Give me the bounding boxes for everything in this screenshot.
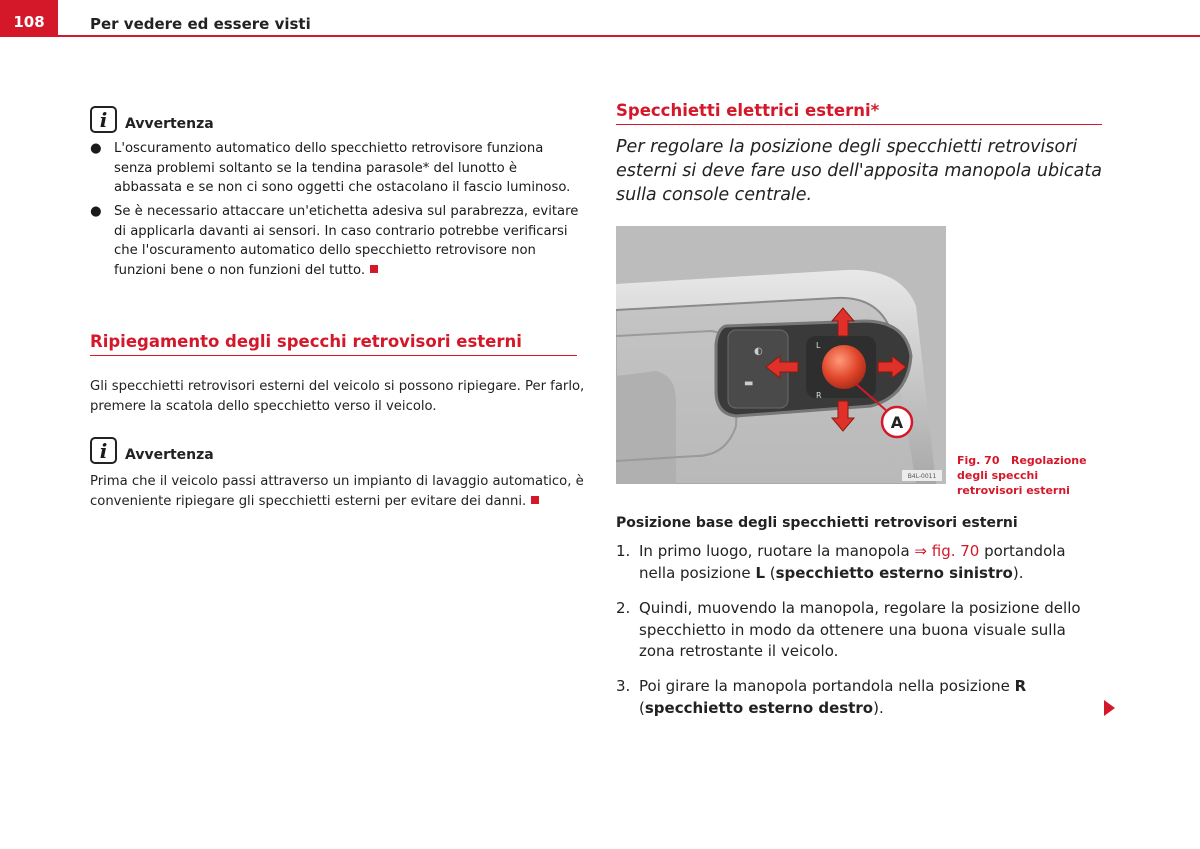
bullet-text: L'oscuramento automatico dello specchietto retrovisore funziona senza problemi soltanto se la tendina parasole* del lunotto è abbassata e se non ci sono oggetti che ostacolano il fascio luminoso. — [114, 141, 571, 195]
step-bold: L — [755, 563, 765, 582]
list-item — [90, 139, 580, 198]
figure-code: B4L-0011 — [907, 473, 937, 480]
intro-paragraph: Per regolare la posizione degli specchietti retrovisori esterni si deve fare uso dell'apposita manopola ubicata sulla console centrale. — [616, 137, 1102, 205]
step-number: 1. — [616, 542, 631, 560]
step-text: ). — [873, 698, 884, 717]
step-bold: specchietto esterno sinistro — [775, 563, 1013, 582]
step-number: 2. — [616, 599, 631, 617]
list-item — [90, 202, 580, 280]
end-of-section-icon — [531, 496, 539, 504]
bullet-icon: ● — [90, 204, 102, 219]
figure-caption-text: Regolazione degli specchi retrovisori esterni — [957, 454, 1087, 497]
figure-mirror-control — [616, 226, 946, 484]
section-rule — [616, 124, 1102, 125]
step-text: ( — [765, 563, 776, 582]
step-text: In primo luogo, ruotare la manopola — [639, 542, 915, 560]
note-title: Avvertenza — [125, 447, 214, 463]
figure-reference-link[interactable]: ⇒ fig. 70 — [914, 542, 980, 560]
step-bold: R — [1014, 677, 1027, 695]
section-body: Gli specchietti retrovisori esterni del veicolo si possono ripiegare. Per farlo, premere la scatola dello specchietto verso il veicolo. — [90, 379, 585, 414]
step-text: ( — [639, 698, 645, 717]
note-title: Avvertenza — [125, 116, 214, 132]
list-item — [616, 598, 1106, 663]
section-rule — [90, 355, 577, 356]
step-text: portandola nella posizione — [639, 542, 1066, 582]
svg-text:R: R — [816, 391, 822, 400]
continue-arrow-icon — [1104, 700, 1115, 716]
bullet-icon: ● — [90, 141, 102, 156]
figure-caption — [957, 453, 1107, 498]
note-warning-1 — [90, 106, 214, 133]
info-icon: i — [90, 437, 117, 464]
step-text: ). — [1012, 563, 1024, 582]
note-warning-2 — [90, 437, 214, 464]
subheading: Posizione base degli specchietti retrovisori esterni — [616, 515, 1018, 531]
list-item — [616, 676, 1106, 719]
step-text: Poi girare la manopola portandola nella posizione — [639, 677, 1015, 695]
list-item — [616, 541, 1106, 584]
section-title: Specchietti elettrici esterni* — [616, 101, 880, 120]
step-bold: specchietto esterno destro — [644, 698, 874, 717]
svg-text:▬: ▬ — [744, 378, 754, 389]
mirror-control-illustration — [616, 226, 946, 484]
figure-label: Fig. 70 — [957, 454, 1000, 467]
header-rule — [58, 35, 1200, 37]
step-number: 3. — [616, 677, 631, 695]
note-body: Prima che il veicolo passi attraverso un impianto di lavaggio automatico, è conveniente ripiegare gli specchietti esterni per evitare dei danni. — [90, 474, 584, 509]
callout-label: A — [890, 413, 904, 432]
section-title: Ripiegamento degli specchi retrovisori esterni — [90, 332, 522, 351]
svg-text:◐: ◐ — [754, 346, 763, 357]
info-icon: i — [90, 106, 117, 133]
page-number: 108 — [0, 0, 58, 37]
svg-text:L: L — [816, 341, 821, 350]
step-text: Quindi, muovendo la manopola, regolare la posizione dello specchietto in modo da ottenere una buona visuale sulla zona retrostante il veicolo. — [639, 599, 1081, 660]
bullet-text: Se è necessario attaccare un'etichetta adesiva sul parabrezza, evitare di applicarla davanti ai sensori. In caso contrario potrebbe verificarsi che l'oscuramento automatico dello specchietto retrovisore non funzioni bene o non funzioni del tutto. — [114, 204, 579, 278]
end-of-section-icon — [370, 265, 378, 273]
page-header-title: Per vedere ed essere visti — [90, 15, 311, 33]
